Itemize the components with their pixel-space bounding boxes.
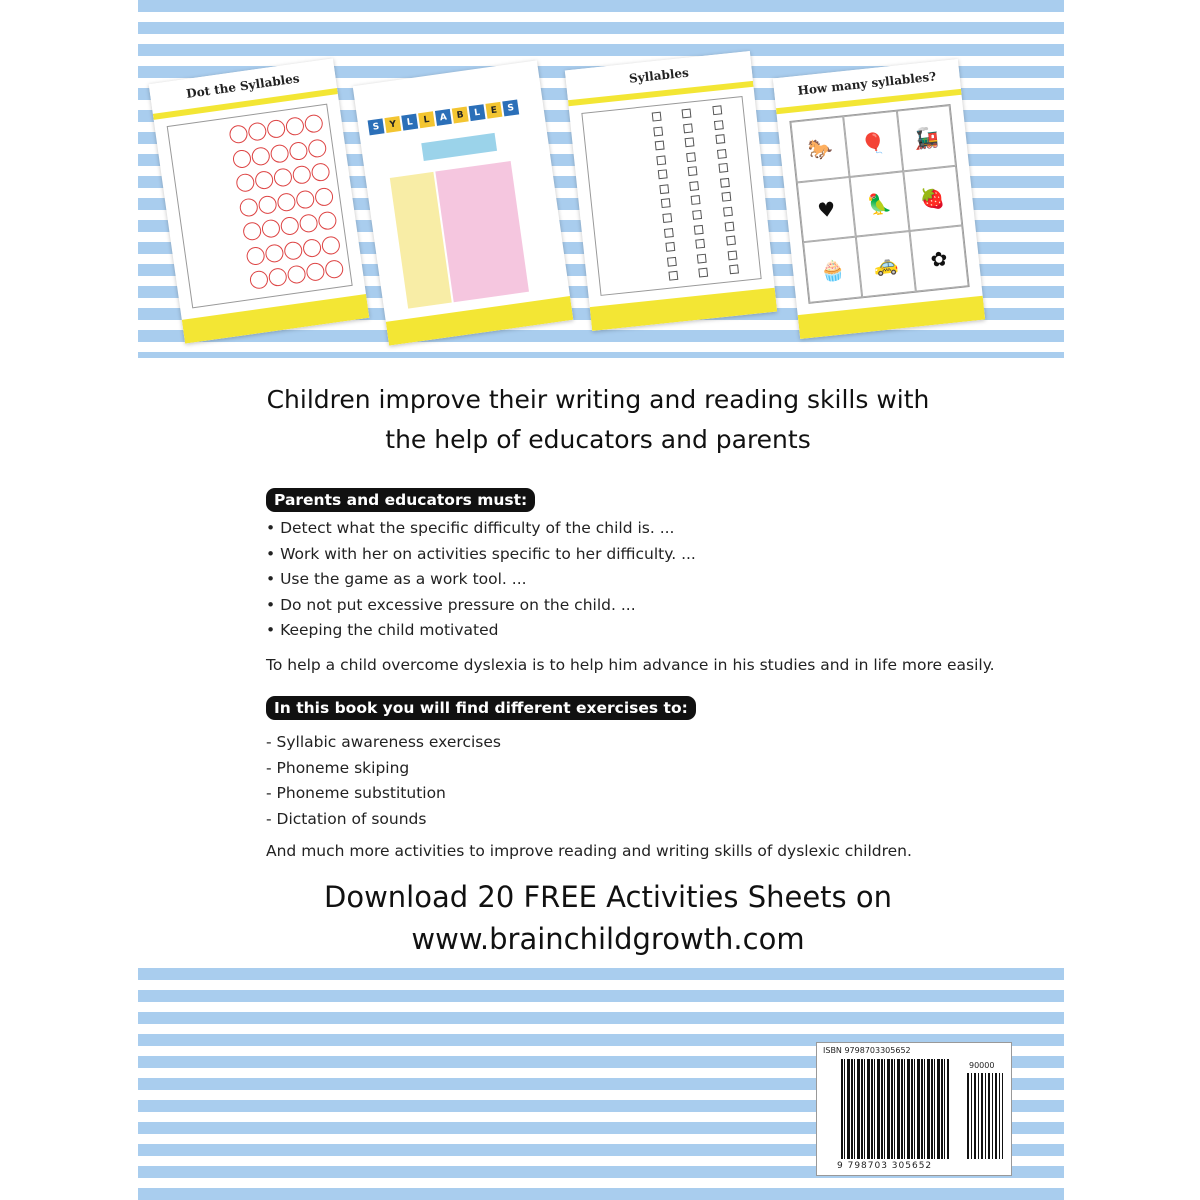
train-icon: 🚂 — [897, 105, 956, 171]
sheet-title: Dot the Syllables — [149, 58, 338, 120]
cupcake-icon: 🧁 — [803, 237, 862, 303]
barcode — [816, 1042, 1012, 1176]
sample-sheet-types-of-syllables — [353, 60, 574, 345]
section-exercises — [266, 696, 696, 832]
sample-sheet-dot-syllables — [149, 58, 370, 343]
list-item: - Phoneme skiping — [266, 758, 410, 777]
sample-sheet-syllables — [565, 51, 777, 331]
balloon-icon: 🎈 — [843, 111, 902, 177]
flower-icon: ✿ — [909, 226, 968, 292]
seahorse-icon: 🐎 — [790, 116, 849, 182]
sheet-body — [581, 96, 761, 296]
list-item: • Do not put excessive pressure on the child. ... — [266, 595, 636, 614]
website-link[interactable]: www.brainchildgrowth.com — [411, 922, 805, 956]
sheet-body — [167, 104, 353, 309]
sheet-title: How many syllables? — [773, 59, 962, 114]
list-item: • Keeping the child motivated — [266, 621, 499, 639]
list-item: • Work with her on activities specific to her difficulty. ... — [266, 544, 696, 563]
tips-list — [266, 516, 696, 644]
sheet-title: Syllables — [565, 51, 754, 106]
back-cover — [138, 0, 1064, 1200]
list-item: - Phoneme substitution — [266, 784, 446, 802]
closing-text: And much more activities to improve reading and writing skills of dyslexic children. — [266, 842, 912, 860]
heart-icon: ♥ — [797, 177, 856, 243]
list-item: • Detect what the specific difficulty of the child is. ... — [266, 519, 675, 537]
barcode-bars — [841, 1059, 949, 1159]
exercises-list — [266, 730, 696, 832]
pink-column — [435, 161, 529, 302]
sample-sheet-how-many-syllables — [773, 59, 985, 339]
list-item: - Syllabic awareness exercises — [266, 733, 501, 751]
car-icon: 🚕 — [856, 231, 915, 297]
download-cta: Download 20 FREE Activities Sheets on — [324, 880, 892, 914]
types-box — [421, 133, 497, 161]
barcode-number: 9 798703 305652 — [837, 1161, 933, 1171]
parrot-icon: 🦜 — [850, 171, 909, 237]
barcode-addon-bars — [967, 1073, 1003, 1159]
sheet-body — [789, 104, 969, 304]
section-label: In this book you will find different exercises to: — [266, 696, 696, 720]
strawberry-icon: 🍓 — [903, 165, 962, 231]
list-item: - Dictation of sounds — [266, 809, 427, 828]
section-parents-educators — [266, 488, 696, 644]
price-code: 90000 — [969, 1061, 995, 1070]
isbn-text: ISBN 9798703305652 — [823, 1046, 911, 1055]
list-item: • Use the game as a work tool. ... — [266, 570, 527, 588]
dyslexia-paragraph: To help a child overcome dyslexia is to help him advance in his studies and in life more easily. — [266, 656, 995, 674]
section-label: Parents and educators must: — [266, 488, 535, 512]
headline: Children improve their writing and reading skills with the help of educators and parents — [266, 385, 930, 454]
syllables-title-tiles: S Y L L A B L E S — [368, 99, 520, 135]
